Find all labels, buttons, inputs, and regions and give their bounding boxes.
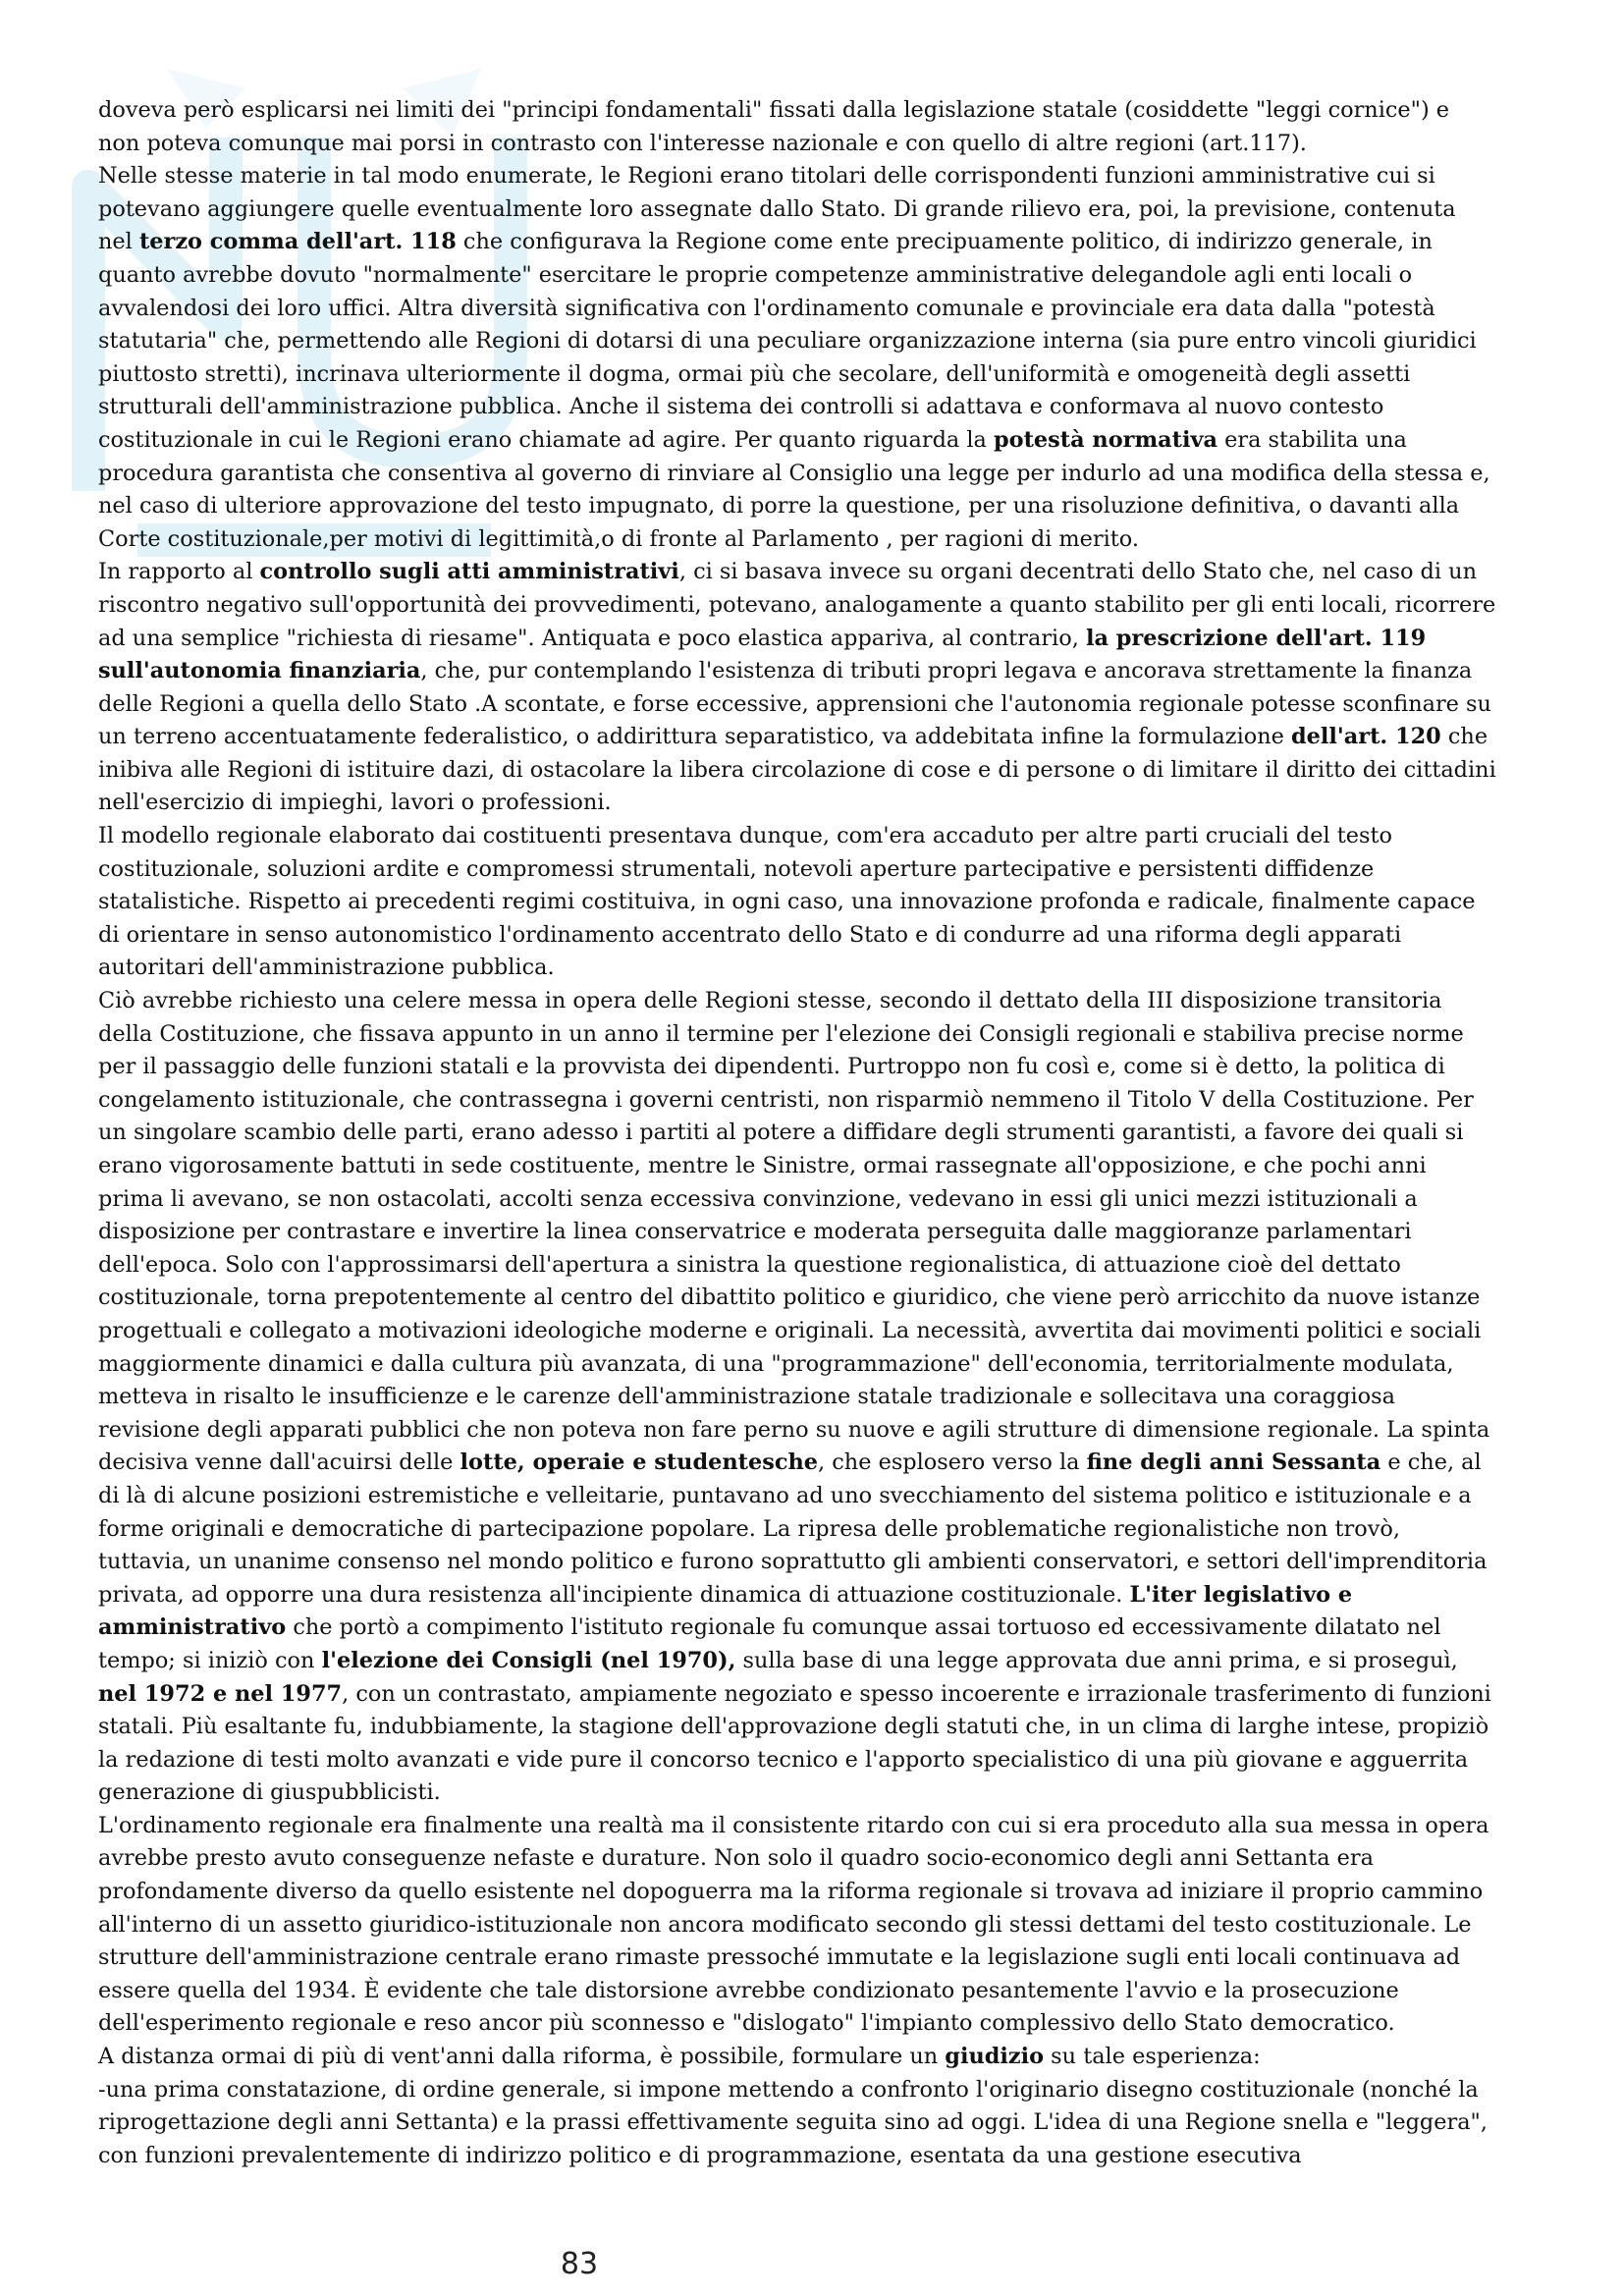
text-run: che configurava la Regione come ente precipuamente politico, di indirizzo generale, in quanto avrebbe dovuto "normalmente" esercitare le proprie competenze amministrative delegandole agli enti locali o avvalendosi dei loro uffici. Altra diversità significativa con l'ordinamento comunale e provinciale era data dalla "potestà statutaria" che, permettendo alle Regioni di dotarsi di una peculiare organizzazione interna (sia pure entro vincoli giuridici piuttosto stretti), incrinava ulteriormente il dogma, ormai più che secolare, dell'uniformità e omogeneità degli assetti strutturali dell'amministrazione pubblica. Anche il sistema dei controlli si adattava e conformava al nuovo contesto costituzionale in cui le Regioni erano chiamate ad agire. Per quanto riguarda la xyxy=(98,229,1477,453)
text-run: Nelle stesse materie in tal modo enumerate, le Regioni erano titolari delle corrispondenti funzioni amministrative cui si potevano aggiungere quelle eventualmente loro assegnate dallo Stato. Di grande rilievo era, poi, la previsione, contenuta nel xyxy=(98,163,1456,255)
bold-text: nel 1972 e nel 1977 xyxy=(98,1680,343,1707)
paragraph xyxy=(98,556,1496,820)
paragraph xyxy=(98,160,1496,556)
page-number: 83 xyxy=(560,2247,599,2281)
bold-text: potestà normativa xyxy=(994,426,1218,453)
bold-text: giudizio xyxy=(945,2044,1045,2070)
paragraph xyxy=(98,985,1496,1810)
paragraph xyxy=(98,94,1496,160)
paragraph xyxy=(98,2074,1496,2173)
text-run: Il modello regionale elaborato dai costituenti presentava dunque, com'era accaduto per altre parti cruciali del testo costituzionale, soluzioni ardite e compromessi strumentali, notevoli aperture partecipative e persistenti diffidenze statalistiche. Rispetto ai precedenti regimi costituiva, in ogni caso, una innovazione profonda e radicale, finalmente capace di orientare in senso autonomistico l'ordinamento accentrato dello Stato e di condurre ad una riforma degli apparati autoritari dell'amministrazione pubblica. xyxy=(98,823,1476,981)
text-run: A distanza ormai di più di vent'anni dalla riforma, è possibile, formulare un xyxy=(98,2044,946,2070)
text-run: Ciò avrebbe richiesto una celere messa in opera delle Regioni stesse, secondo il dettato della III disposizione transitoria della Costituzione, che fissava appunto in un anno il termine per l'elezione dei Consigli regionali e stabiliva precise norme per il passaggio delle funzioni statali e la provvista dei dipendenti. Purtroppo non fu così e, come si è detto, la politica di congelamento istituzionale, che contrassegna i governi centristi, non risparmiò nemmeno il Titolo V della Costituzione. Per un singolare scambio delle parti, erano adesso i partiti al potere a diffidare degli strumenti garantisti, a favore dei quali si erano vigorosamente battuti in sede costituente, mentre le Sinistre, ormai rassegnate all'opposizione, e che pochi anni prima li avevano, se non ostacolati, accolti senza eccessiva convinzione, vedevano in essi gli unici mezzi istituzionali a disposizione per contrastare e invertire la linea conservatrice e moderata perseguita dalle maggioranze parlamentari dell'epoca. Solo con l'approssimarsi dell'apertura a sinistra la questione regionalistica, di attuazione cioè del dettato costituzionale, torna prepotentemente al centro del dibattito politico e giuridico, che viene però arricchito da nuove istanze progettuali e collegato a motivazioni ideologiche moderne e originali. La necessità, avvertita dai movimenti politici e sociali maggiormente dinamici e dalla cultura più avanzata, di una "programmazione" dell'economia, territorialmente modulata, metteva in risalto le insufficienze e le carenze dell'amministrazione statale tradizionale e sollecitava una coraggiosa revisione degli apparati pubblici che non poteva non fare perno su nuove e agili strutture di dimensione regionale. La spinta decisiva venne dall'acuirsi delle xyxy=(98,988,1490,1476)
text-run: era stabilita una procedura garantista che consentiva al governo di rinviare al Consiglio una legge per indurlo ad una modifica della stessa e, nel caso di ulteriore approvazione del testo impugnato, di porre la questione, per una risoluzione definitiva, o davanti alla Corte costituzionale,per motivi di legittimità,o di fronte al Parlamento , per ragioni di merito. xyxy=(98,426,1490,552)
bold-text: la prescrizione dell'art. 119 sull'autonomia finanziaria xyxy=(98,625,1427,684)
text-run: doveva però esplicarsi nei limiti dei "principi fondamentali" fissati dalla legislazione statale (cosiddette "leggi cornice") e non poteva comunque mai porsi in contrasto con l'interesse nazionale e con quello di altre regioni (art.117). xyxy=(98,97,1450,156)
text-run: L'ordinamento regionale era finalmente una realtà ma il consistente ritardo con cui si era proceduto alla sua messa in opera avrebbe presto avuto conseguenze nefaste e durature. Non solo il quadro socio-economico degli anni Settanta era profondamente diverso da quello esistente nel dopoguerra ma la riforma regionale si trovava ad iniziare il proprio cammino all'interno di un assetto giuridico-istituzionale non ancora modificato secondo gli stessi dettami del testo costituzionale. Le strutture dell'amministrazione centrale erano rimaste pressoché immutate e la legislazione sugli enti locali continuava ad essere quella del 1934. È evidente che tale distorsione avrebbe condizionato pesantemente l'avvio e la prosecuzione dell'esperimento regionale e reso ancor più sconnesso e "dislogato" l'impianto complessivo dello Stato democratico. xyxy=(98,1812,1489,2037)
bold-text: l'elezione dei Consigli (nel 1970), xyxy=(321,1647,736,1673)
text-run: su tale esperienza: xyxy=(1044,2044,1261,2070)
bold-text: fine degli anni Sessanta xyxy=(1086,1449,1381,1476)
bold-text: terzo comma dell'art. 118 xyxy=(138,229,457,255)
bold-text: dell'art. 120 xyxy=(1291,724,1441,750)
text-run: sulla base di una legge approvata due anni prima, e si proseguì, xyxy=(735,1647,1458,1673)
paragraph xyxy=(98,820,1496,985)
text-run: , ci si basava invece su organi decentrati dello Stato che, nel caso di un riscontro negativo sull'opportunità dei provvedimenti, potevano, analogamente a quanto stabilito per gli enti locali, ricorrere ad una semplice "richiesta di riesame". Antiquata e poco elastica appariva, al contrario, xyxy=(98,559,1496,651)
text-run: -una prima constatazione, di ordine generale, si impone mettendo a confronto l'originario disegno costituzionale (nonché la riprogettazione degli anni Settanta) e la prassi effettivamente seguita sino ad oggi. L'idea di una Regione snella e "leggera", con funzioni prevalentemente di indirizzo politico e di programmazione, esentata da una gestione esecutiva xyxy=(98,2076,1488,2168)
paragraph xyxy=(98,1810,1496,2041)
text-run: e che, al di là di alcune posizioni estremistiche e velleitarie, puntavano ad uno svecchiamento del sistema politico e istituzionale e a forme originali e democratiche di partecipazione popolare. La ripresa delle problematiche regionalistiche non trovò, tuttavia, un unanime consenso nel mondo politico e furono soprattutto gli ambienti conservatori, e settori dell'imprenditoria privata, ad opporre una dura resistenza all'incipiente dinamica di attuazione costituzionale. xyxy=(98,1449,1488,1608)
bold-text: controllo sugli atti amministrativi xyxy=(259,559,679,585)
bold-text: L'iter legislativo e amministrativo xyxy=(98,1581,1353,1641)
text-run: In rapporto al xyxy=(98,559,260,585)
text-run: , che, pur contemplando l'esistenza di tributi propri legava e ancorava strettamente la finanza delle Regioni a quella dello Stato .A scontate, e forse eccessive, apprensioni che l'autonomia regionale potesse sconfinare su un terreno accentuatamente federalistico, o addirittura separatistico, va addebitata infine la formulazione xyxy=(98,658,1491,750)
text-run: che portò a compimento l'istituto regionale fu comunque assai tortuoso ed eccessivamente dilatato nel tempo; si iniziò con xyxy=(98,1614,1441,1673)
bold-text: lotte, operaie e studentesche xyxy=(460,1449,818,1476)
text-run: , con un contrastato, ampiamente negoziato e spesso incoerente e irrazionale trasferimento di funzioni statali. Più esaltante fu, indubbiamente, la stagione dell'approvazione degli statuti che, in un clima di larghe intese, propiziò la redazione di testi molto avanzati e vide pure il concorso tecnico e l'apporto specialistico di una più giovane e agguerrita generazione di giuspubblicisti. xyxy=(98,1680,1491,1806)
paragraph xyxy=(98,2041,1496,2074)
text-run: che inibiva alle Regioni di istituire dazi, di ostacolare la libera circolazione di cose e di persone o di limitare il diritto dei cittadini nell'esercizio di impieghi, lavori o professioni. xyxy=(98,724,1496,816)
text-run: , che esplosero verso la xyxy=(818,1449,1087,1476)
document-body xyxy=(98,94,1496,2172)
